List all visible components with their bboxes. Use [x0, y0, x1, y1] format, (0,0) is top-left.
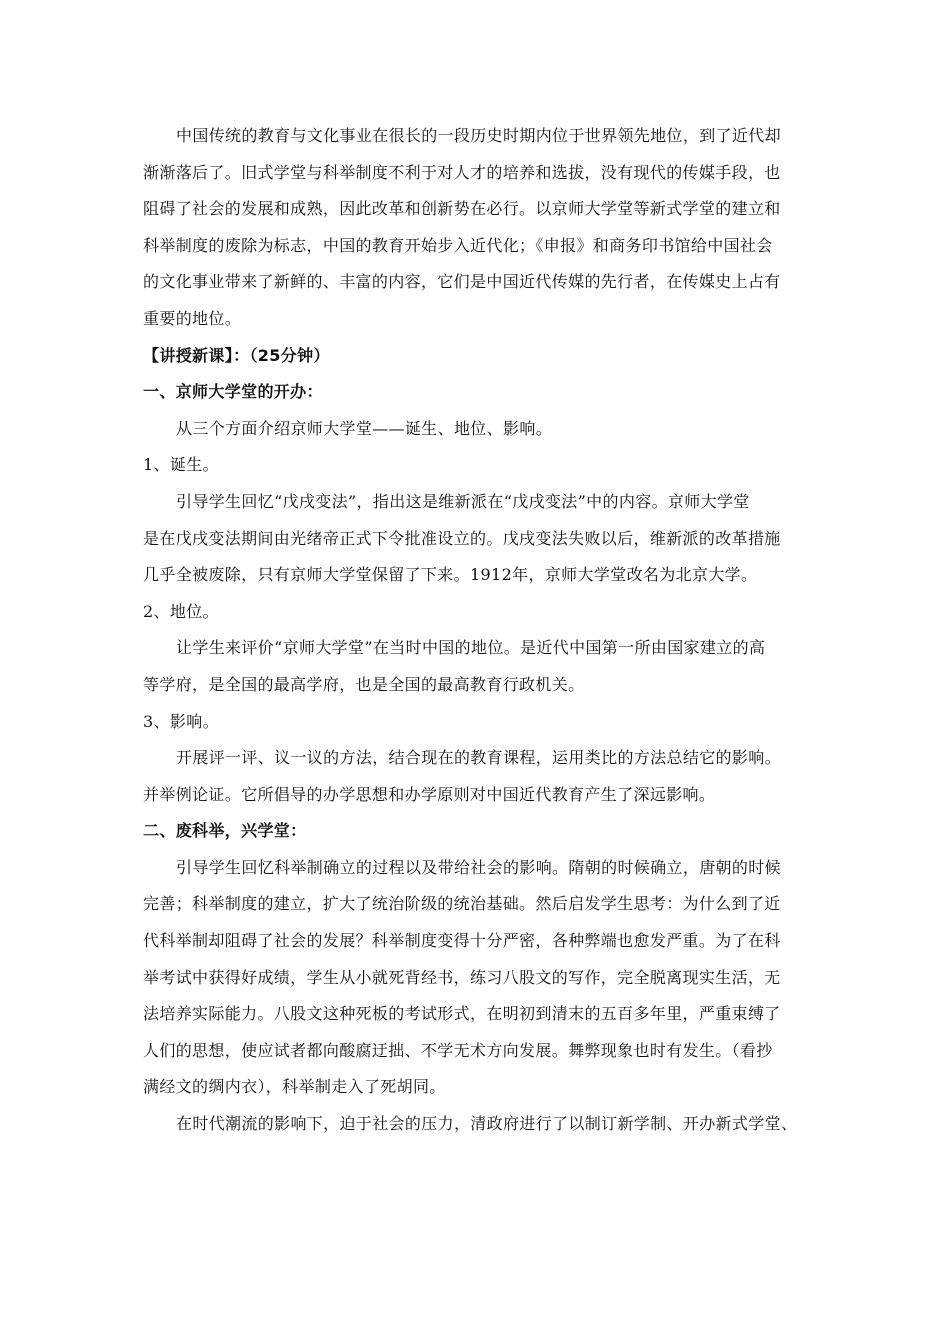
section1-summary: 从三个方面介绍京师大学堂——诞生、地位、影响。: [176, 418, 553, 438]
intro-line: 的文化事业带来了新鲜的、丰富的内容，它们是中国近代传媒的先行者，在传媒史上占有: [143, 272, 781, 292]
section2-line: 举考试中获得好成绩，学生从小就死背经书，练习八股文的写作，完全脱离现实生活，无: [143, 967, 781, 987]
birth-line: 几乎全被废除，只有京师大学堂保留了下来。1912年，京师大学堂改名为北京大学。: [143, 565, 758, 585]
document-body: [143, 118, 815, 1143]
intro-line: 阻碍了社会的发展和成熟，因此改革和创新势在必行。以京师大学堂等新式学堂的建立和: [143, 199, 781, 219]
status-line: 让学生来评价“京师大学堂”在当时中国的地位。是近代中国第一所由国家建立的高: [176, 638, 766, 658]
section1-heading: 一、京师大学堂的开办：: [143, 382, 323, 402]
lesson-heading: 【讲授新课】：（25分钟）: [143, 345, 330, 365]
intro-line: 科举制度的废除为标志，中国的教育开始步入近代化；《申报》和商务印书馆给中国社会: [143, 235, 773, 255]
birth-line: 引导学生回忆“戊戌变法”，指出这是维新派在“戊戌变法”中的内容。京师大学堂: [176, 491, 750, 511]
section2-line: 法培养实际能力。八股文这种死板的考试形式，在明初到清末的五百多年里，严重束缚了: [143, 1004, 781, 1024]
section2-line: 引导学生回忆科举制确立的过程以及带给社会的影响。隋朝的时候确立，唐朝的时候: [176, 857, 781, 877]
intro-line: 中国传统的教育与文化事业在很长的一段历史时期内位于世界领先地位，到了近代却: [176, 126, 781, 145]
section2-heading: 二、废科举，兴学堂：: [143, 821, 307, 841]
intro-line: 渐渐落后了。旧式学堂与科举制度不利于对人才的培养和选拔，没有现代的传媒手段，也: [143, 162, 781, 182]
birth-heading: 1、诞生。: [143, 455, 219, 475]
section2-line: 代科举制却阻碍了社会的发展？科举制度变得十分严密，各种弊端也愈发严重。为了在科: [143, 931, 781, 951]
intro-line: 重要的地位。: [143, 308, 242, 328]
influence-heading: 3、影响。: [143, 711, 219, 731]
section2-line: 完善；科举制度的建立，扩大了统治阶级的统治基础。然后启发学生思考：为什么到了近: [143, 894, 781, 914]
status-heading: 2、地位。: [143, 601, 219, 621]
status-line: 等学府，是全国的最高学府，也是全国的最高教育行政机关。: [143, 674, 585, 694]
birth-line: 是在戊戌变法期间由光绪帝正式下令批准设立的。戊戌变法失败以后，维新派的改革措施: [143, 528, 781, 548]
section2-line: 满经文的绸内衣），科举制走入了死胡同。: [143, 1077, 446, 1097]
influence-line: 并举例论证。它所倡导的办学思想和办学原则对中国近代教育产生了深远影响。: [143, 784, 716, 804]
section2-line: 人们的思想，使应试者都向酸腐迂拙、不学无术方向发展。舞弊现象也时有发生。（看抄: [143, 1040, 773, 1060]
influence-line: 开展评一评、议一议的方法，结合现在的教育课程，运用类比的方法总结它的影响。: [176, 748, 781, 768]
section2-line: 在时代潮流的影响下，迫于社会的压力，清政府进行了以制订新学制、开办新式学堂、: [176, 1114, 798, 1134]
